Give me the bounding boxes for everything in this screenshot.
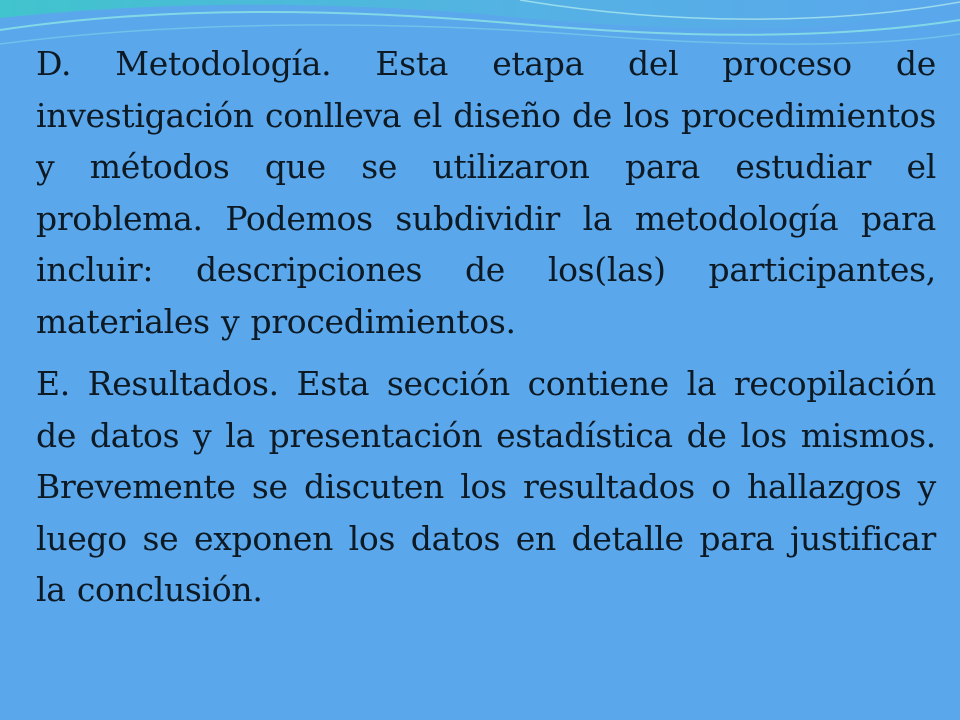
paragraph-metodologia: D. Metodología. Esta etapa del proceso de investigación conlleva el diseño de los procedimientos y métodos que se utilizaron para estudiar el problema. Podemos subdividir la metodología para incluir: descripciones de los(las) participantes, materiales y procedimientos. [36,44,936,341]
slide-body [36,38,936,616]
paragraph-resultados: E. Resultados. Esta sección contiene la recopilación de datos y la presentación estadística de los mismos. Brevemente se discuten los resultados o hallazgos y luego se exponen los datos en detalle para justificar la conclusión. [36,364,936,609]
